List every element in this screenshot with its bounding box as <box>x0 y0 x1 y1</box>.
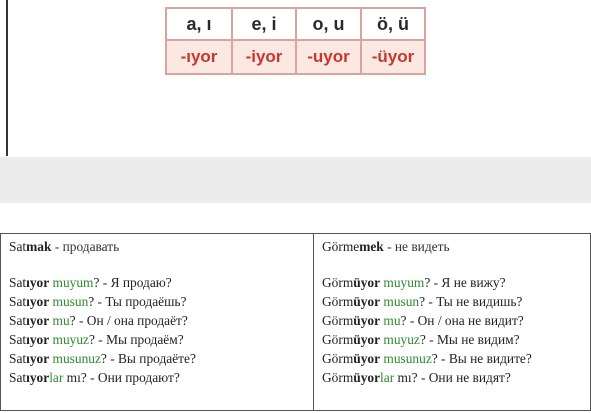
satmak-line-1: Satıyor muyum? - Я продаю? <box>9 275 172 290</box>
conjugation-table <box>0 233 591 411</box>
vowel-header-o: o, u <box>296 8 361 40</box>
gormek-line-3: Görmüyor mu? - Он / она не видит? <box>322 313 524 328</box>
gormek-line-6: Görmüyorlar mı? - Они не видят? <box>322 370 511 385</box>
vowel-header-a: a, ı <box>166 8 232 40</box>
satmak-line-2: Satıyor musun? - Ты продаёшь? <box>9 294 187 309</box>
vowel-header-row <box>166 8 425 40</box>
satmak-column <box>1 234 314 411</box>
gormek-line-1: Görmüyor muyum? - Я не вижу? <box>322 275 506 290</box>
suffix-uyor: -uyor <box>296 40 361 74</box>
gormek-line-2: Görmüyor musun? - Ты не видишь? <box>322 294 523 309</box>
page-margin-line <box>6 0 8 156</box>
suffix-iyor-front: -iyor <box>232 40 296 74</box>
separator-band <box>0 157 591 203</box>
gormek-column <box>314 234 591 411</box>
suffix-row <box>166 40 425 74</box>
vowel-header-oe: ö, ü <box>361 8 425 40</box>
gormek-heading: Görmemek - не видеть <box>322 239 450 254</box>
gormek-line-4: Görmüyor muyuz? - Мы не видим? <box>322 332 520 347</box>
suffix-uyor-front: -üyor <box>361 40 425 74</box>
suffix-iyor-back: -ıyor <box>166 40 232 74</box>
satmak-line-3: Satıyor mu? - Он / она продаёт? <box>9 313 188 328</box>
gormek-line-5: Görmüyor musunuz? - Вы не видите? <box>322 351 532 366</box>
satmak-line-5: Satıyor musunuz? - Вы продаёте? <box>9 351 196 366</box>
vowel-header-e: e, i <box>232 8 296 40</box>
satmak-heading: Satmak - продавать <box>9 239 120 254</box>
satmak-line-4: Satıyor muyuz? - Мы продаём? <box>9 332 184 347</box>
satmak-line-6: Satıyorlar mı? - Они продают? <box>9 370 180 385</box>
vowel-suffix-table <box>165 7 426 75</box>
